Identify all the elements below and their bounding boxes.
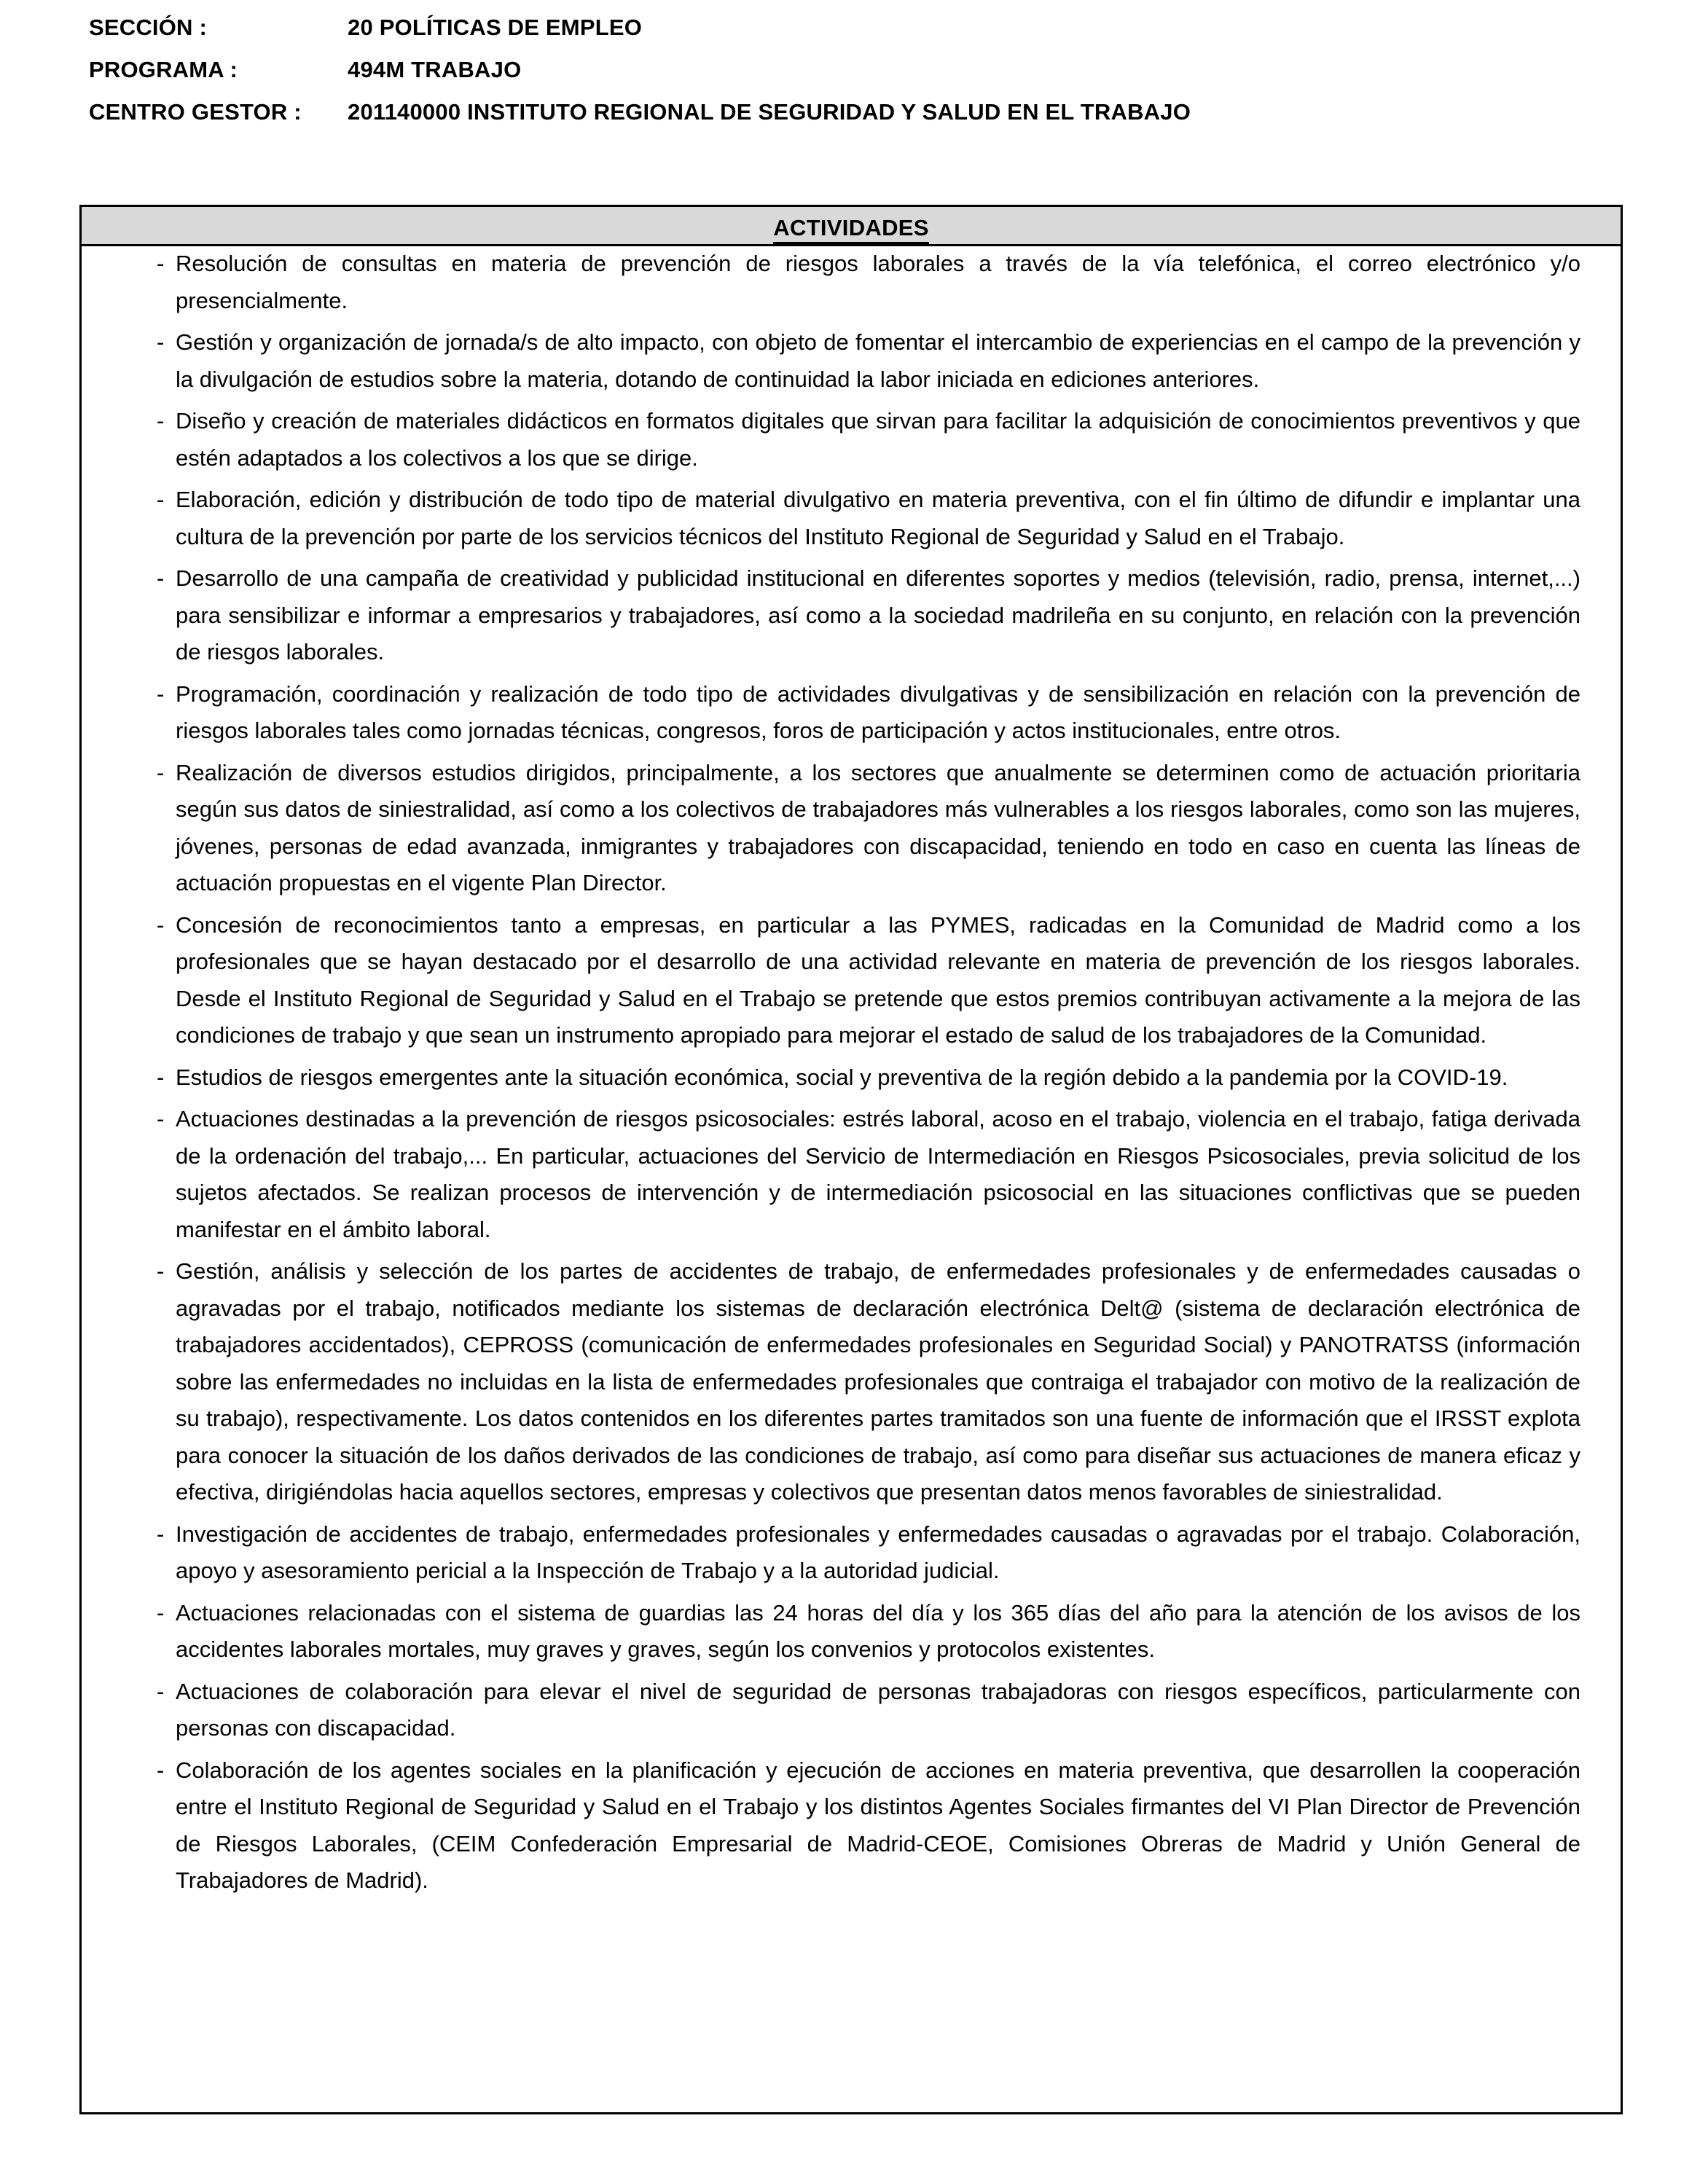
activity-text: Gestión, análisis y selección de los partes de accidentes de trabajo, de enfermedades profesionales y de enfermedades causadas o agravadas por el trabajo, notificados mediante los sistemas de declaración electrónica Delt@ (sistema de declaración electrónica de trabajadores accidentados), CEPROSS (comunicación de enfermedades profesionales en Seguridad Social) y PANOTRATSS (información sobre las enfermedades no incluidas en la lista de enfermedades profesionales que contraiga el trabajador con motivo de la realización de su trabajo), respectivamente. Los datos contenidos en los diferentes partes tramitados son una fuente de información que el IRSST explota para conocer la situación de los daños derivados de las condiciones de trabajo, así como para diseñar sus actuaciones de manera eficaz y efectiva, dirigiéndolas hacia aquellos sectores, empresas y colectivos que presentan datos menos favorables de siniestralidad. — [176, 1258, 1580, 1505]
activity-bullet: - — [157, 1521, 165, 1547]
activity-item — [82, 1674, 1621, 1747]
activity-item — [82, 755, 1621, 902]
activity-text: Realización de diversos estudios dirigidos, principalmente, a los sectores que anualmente se determinen como de actuación prioritaria según sus datos de siniestralidad, así como a los colectivos de trabajadores más vulnerables a los riesgos laborales, como son las mujeres, jóvenes, personas de edad avanzada, inmigrantes y trabajadores con discapacidad, teniendo en todo en caso en cuenta las líneas de actuación propuestas en el vigente Plan Director. — [176, 759, 1580, 895]
activity-bullet: - — [157, 1757, 165, 1783]
activity-item — [82, 676, 1621, 750]
activity-text: Concesión de reconocimientos tanto a empresas, en particular a las PYMES, radicadas en la Comunidad de Madrid como a los profesionales que se hayan destacado por el desarrollo de una actividad relevante en materia de prevención de los riesgos laborales. Desde el Instituto Regional de Seguridad y Salud en el Trabajo se pretende que estos premios contribuyan activamente a la mejora de las condiciones de trabajo y que sean un instrumento apropiado para mejorar el estado de salud de los trabajadores de la Comunidad. — [176, 911, 1580, 1048]
activity-item — [82, 907, 1621, 1054]
programa-value: 494M TRABAJO — [348, 57, 522, 82]
seccion-label: SECCIÓN : — [89, 15, 207, 40]
activity-text: Investigación de accidentes de trabajo, enfermedades profesionales y enfermedades causadas o agravadas por el trabajo. Colaboración, apoyo y asesoramiento pericial a la Inspección de Trabajo y a la autoridad judicial. — [176, 1521, 1580, 1583]
activity-bullet: - — [157, 251, 165, 276]
activity-bullet: - — [157, 1678, 165, 1704]
activity-bullet: - — [157, 565, 165, 591]
seccion-value: 20 POLÍTICAS DE EMPLEO — [348, 15, 643, 40]
activity-bullet: - — [157, 759, 165, 785]
activities-list — [82, 246, 1621, 1905]
activity-item — [82, 324, 1621, 398]
activity-item — [82, 482, 1621, 555]
activity-item — [82, 1101, 1621, 1248]
activity-item — [82, 1253, 1621, 1511]
activities-title-bar — [82, 207, 1621, 246]
activity-text: Actuaciones destinadas a la prevención de riesgos psicosociales: estrés laboral, acoso en el trabajo, violencia en el trabajo, fatiga derivada de la ordenación del trabajo,... En particular, actuaciones del Servicio de Intermediación en Riesgos Psicosociales, previa solicitud de los sujetos afectados. Se realizan procesos de intervención y de intermediación psicosocial en las situaciones conflictivas que se pueden manifestar en el ámbito laboral. — [176, 1106, 1580, 1242]
activity-text: Actuaciones de colaboración para elevar el nivel de seguridad de personas trabajadoras con riesgos específicos, particularmente con personas con discapacidad. — [176, 1678, 1580, 1741]
header-row-seccion — [89, 15, 1619, 57]
activity-bullet: - — [157, 1258, 165, 1284]
activity-text: Elaboración, edición y distribución de todo tipo de material divulgativo en materia preventiva, con el fin último de difundir e implantar una cultura de la prevención por parte de los servicios técnicos del Instituto Regional de Seguridad y Salud en el Trabajo. — [176, 487, 1580, 549]
activity-text: Colaboración de los agentes sociales en la planificación y ejecución de acciones en materia preventiva, que desarrollen la cooperación entre el Instituto Regional de Seguridad y Salud en el Trabajo y los distintos Agentes Sociales firmantes del VI Plan Director de Prevención de Riesgos Laborales, (CEIM Confederación Empresarial de Madrid-CEOE, Comisiones Obreras de Madrid y Unión General de Trabajadores de Madrid). — [176, 1757, 1580, 1893]
activity-text: Desarrollo de una campaña de creatividad y publicidad institucional en diferentes soportes y medios (televisión, radio, prensa, internet,...) para sensibilizar e informar a empresarios y trabajadores, así como a la sociedad madrileña en su conjunto, en relación con la prevención de riesgos laborales. — [176, 565, 1580, 664]
activity-item — [82, 246, 1621, 319]
centro-gestor-value: 201140000 INSTITUTO REGIONAL DE SEGURIDAD Y SALUD EN EL TRABAJO — [348, 99, 1191, 125]
activity-text: Diseño y creación de materiales didácticos en formatos digitales que sirvan para facilitar la adquisición de conocimientos preventivos y que estén adaptados a los colectivos a los que se dirige. — [176, 408, 1580, 471]
activity-text: Estudios de riesgos emergentes ante la situación económica, social y preventiva de la región debido a la pandemia por la COVID-19. — [176, 1064, 1508, 1090]
header-row-centro-gestor — [89, 99, 1619, 141]
activity-text: Programación, coordinación y realización de todo tipo de actividades divulgativas y de sensibilización en relación con la prevención de riesgos laborales tales como jornadas técnicas, congresos, foros de participación y actos institucionales, entre otros. — [176, 681, 1580, 743]
header-row-programa — [89, 57, 1619, 99]
activity-item — [82, 1516, 1621, 1590]
activity-bullet: - — [157, 1599, 165, 1626]
activities-title: ACTIVIDADES — [773, 214, 928, 244]
activity-item — [82, 1595, 1621, 1669]
activity-bullet: - — [157, 408, 165, 434]
activities-box — [79, 205, 1623, 2114]
document-header — [89, 15, 1619, 141]
activity-bullet: - — [157, 1106, 165, 1132]
activity-text: Resolución de consultas en materia de prevención de riesgos laborales a través de la vía telefónica, el correo electrónico y/o presencialmente. — [176, 251, 1580, 313]
activity-item — [82, 403, 1621, 477]
activity-bullet: - — [157, 1064, 165, 1090]
activity-text: Gestión y organización de jornada/s de alto impacto, con objeto de fomentar el intercambio de experiencias en el campo de la prevención y la divulgación de estudios sobre la materia, dotando de continuidad la labor iniciada en ediciones anteriores. — [176, 329, 1580, 392]
centro-gestor-label: CENTRO GESTOR : — [89, 99, 302, 125]
activity-item — [82, 1059, 1621, 1097]
activity-bullet: - — [157, 329, 165, 355]
programa-label: PROGRAMA : — [89, 57, 238, 82]
activity-item — [82, 1752, 1621, 1899]
activity-bullet: - — [157, 911, 165, 938]
activity-bullet: - — [157, 681, 165, 707]
activity-item — [82, 560, 1621, 671]
activity-text: Actuaciones relacionadas con el sistema de guardias las 24 horas del día y los 365 días del año para la atención de los avisos de los accidentes laborales mortales, muy graves y graves, según los convenios y protocolos existentes. — [176, 1599, 1580, 1662]
activity-bullet: - — [157, 487, 165, 512]
